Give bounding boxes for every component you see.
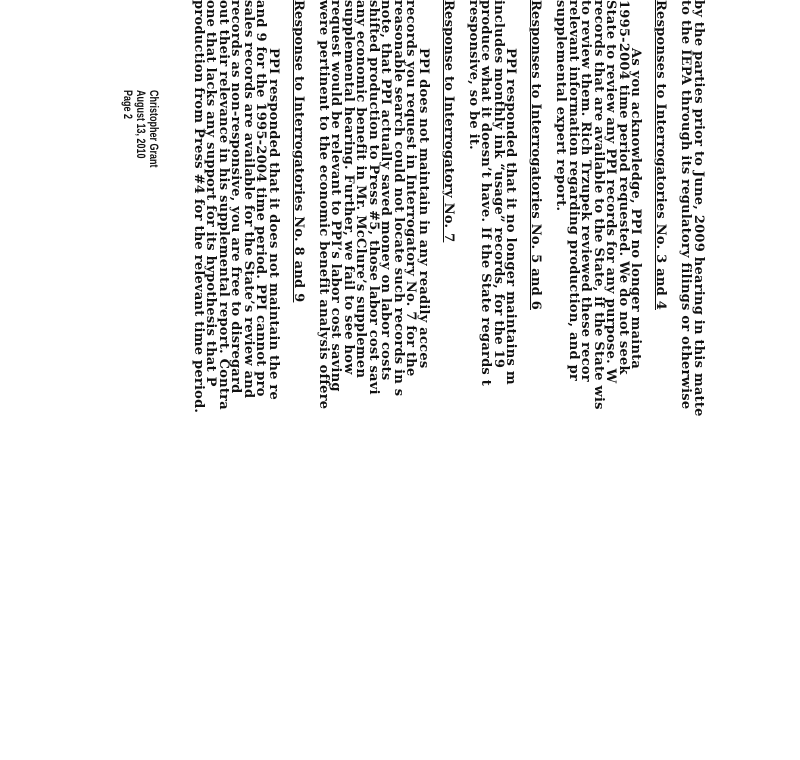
text-line: were pertinent to the economic benefit analysis offere xyxy=(316,0,331,410)
section-heading-8-9: Response to Interrogatories No. 8 and 9 xyxy=(291,0,306,303)
text-line: supplemental hearing. Further, we fail to see how xyxy=(341,0,356,375)
section-heading-7: Response to Interrogatory No. 7 xyxy=(441,0,456,243)
text-line: responsive, so be it. xyxy=(466,0,481,150)
text-line: State to review any PPI records for any purpose. W xyxy=(603,0,619,384)
letter-body xyxy=(192,0,705,760)
page-number: Page 2 xyxy=(121,90,135,120)
text-line: by the parties prior to June, 2009 hearing in this matte xyxy=(691,0,706,417)
text-line: 1995-2004 time period requested. We do not seek xyxy=(616,0,631,375)
text-line: records you request in Interrogatory No. 7 for the xyxy=(403,0,419,377)
text-line: sales records are available for the State’s review and xyxy=(241,0,256,399)
text-line: produce what it doesn’t have. If the State regards t xyxy=(478,0,494,387)
text-line: As you acknowledge, PPI no longer mainta xyxy=(628,48,644,370)
letter-header-block xyxy=(121,90,160,168)
text-line: to review them. Rich Trzupek reviewed these recor xyxy=(578,0,594,382)
text-line: one that lacks any support for its hypothesis that P xyxy=(203,0,219,387)
letter-date: August 13, 2010 xyxy=(134,90,148,159)
text-line: to the IEPA through its regulatory filings or otherwise xyxy=(678,0,694,410)
text-line: out their relevance in his supplemental report. Contra xyxy=(216,0,231,410)
text-line: and 9 for the 1995-2004 time period. PPI cannot pro xyxy=(253,0,269,397)
recipient-name: Christopher Grant xyxy=(147,90,161,168)
text-line: production from Press #4 for the relevant time period. xyxy=(191,0,206,414)
text-line: request would be relevant to PPI’s labor cost saving xyxy=(328,0,344,392)
text-line: reasonable search could not locate such records in s xyxy=(391,0,406,397)
text-line: PPI does not maintain in any readily acces xyxy=(416,48,431,369)
text-line: PPI responded that it does not maintain the re xyxy=(266,48,281,400)
text-line: supplemental expert report. xyxy=(553,0,569,212)
text-line: note, that PPI actually saved money on labor costs xyxy=(378,0,394,381)
text-line: records as non-responsive, you are free to disregard xyxy=(228,0,244,394)
text-line: PPI responded that it no longer maintains m xyxy=(503,48,519,385)
section-heading-5-6: Responses to Interrogatories No. 5 and 6 xyxy=(528,0,544,310)
text-line: shifted production to Press #5, those labor cost savi xyxy=(366,0,381,395)
section-heading-3-4: Responses to Interrogatories No. 3 and 4 xyxy=(653,0,669,310)
text-line: any economic benefit in Mr. McClure’s supplemen xyxy=(353,0,369,379)
text-line: records that are available to the State, if the State wis xyxy=(591,0,606,410)
text-line: includes monthly ink “usage” records, for the 19 xyxy=(491,0,506,369)
text-line: relevant information regarding production, and pr xyxy=(566,0,581,382)
